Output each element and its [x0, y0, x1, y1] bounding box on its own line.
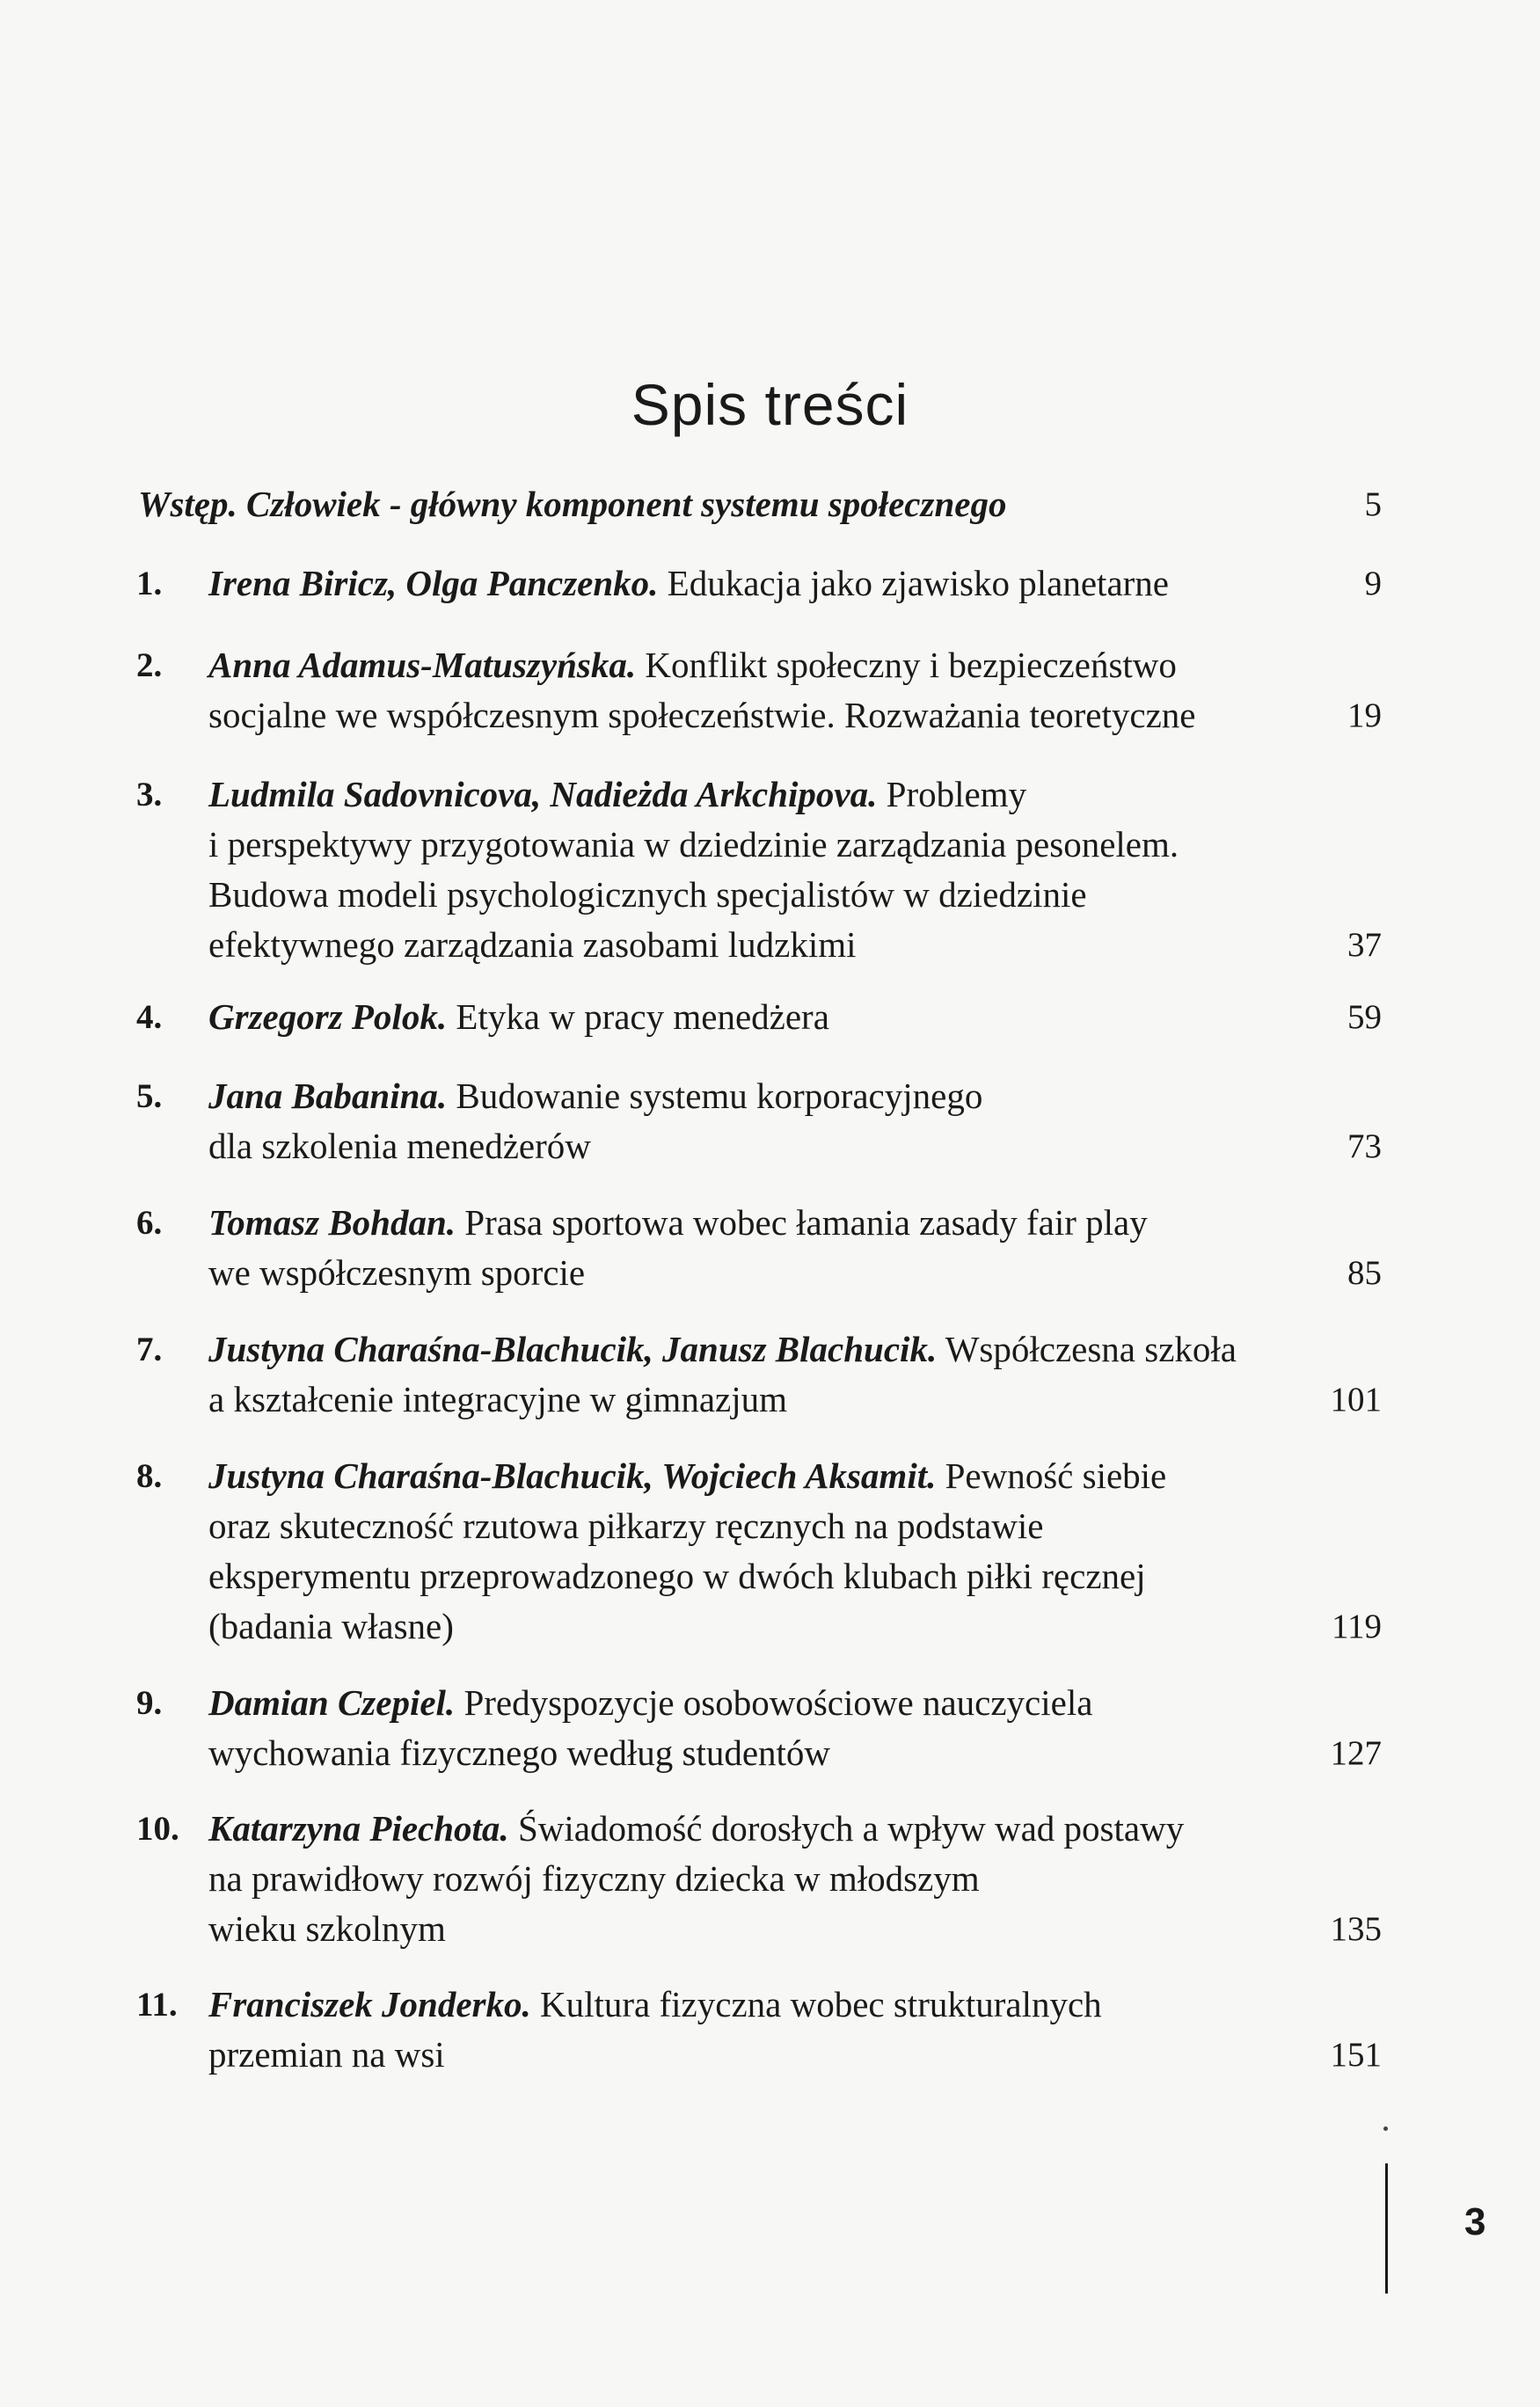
entry-line: socjalne we współczesnym społeczeństwie. Rozważania teoretyczne: [208, 695, 1196, 735]
entry-number: 2.: [136, 646, 163, 684]
entry-title: Budowanie systemu korporacyjnego: [456, 1076, 983, 1116]
page-number: 151: [1330, 2036, 1382, 2074]
entry-title: Kultura fizyczna wobec strukturalnych: [540, 1984, 1102, 2024]
entry-number: 7.: [136, 1331, 163, 1368]
entry-line: [208, 770, 1343, 820]
entry-title: Prasa sportowa wobec łamania zasady fair play: [464, 1202, 1148, 1243]
entry-author: Tomasz Bohdan.: [208, 1202, 456, 1243]
entry-line: na prawidłowy rozwój fizyczny dziecka w młodszym: [208, 1858, 980, 1899]
entry-line: eksperymentu przeprowadzonego w dwóch klubach piłki ręcznej: [208, 1556, 1146, 1596]
entry-number: 1.: [136, 565, 163, 602]
entry-body: [208, 558, 1343, 609]
page-number: 119: [1331, 1608, 1382, 1645]
entry-author: Damian Czepiel.: [208, 1682, 456, 1723]
entry-author: Ludmila Sadovnicova, Nadieżda Arkchipova.: [208, 774, 878, 814]
entry-line: [208, 1804, 1343, 1854]
entry-line: a kształcenie integracyjne w gimnazjum: [208, 1379, 788, 1419]
entry-line: [208, 558, 1343, 609]
entry-title: Pewność siebie: [945, 1455, 1167, 1496]
entry-number: 8.: [136, 1457, 163, 1495]
entry-body: [208, 1804, 1343, 1954]
entry-line: [208, 1678, 1343, 1728]
page-number: 135: [1330, 1910, 1382, 1948]
entry-line: efektywnego zarządzania zasobami ludzkimi: [208, 924, 857, 965]
page-number: 37: [1347, 926, 1382, 964]
entry-line: i perspektywy przygotowania w dziedzinie zarządzania pesonelem.: [208, 824, 1179, 864]
entry-number: 10.: [136, 1810, 179, 1848]
page-number: 127: [1330, 1734, 1382, 1772]
folio-page-number: 3: [1464, 2200, 1486, 2243]
entry-body: [208, 770, 1343, 970]
entry-author: Anna Adamus-Matuszyńska.: [208, 645, 637, 685]
entry-body: [208, 1324, 1343, 1425]
entry-body: [208, 1451, 1343, 1652]
entry-body: [208, 1980, 1343, 2080]
entry-body: [208, 1198, 1343, 1298]
entry-line: [208, 1198, 1343, 1248]
entry-number: 6.: [136, 1204, 163, 1242]
entry-number: 9.: [136, 1684, 163, 1722]
entry-line: [208, 640, 1343, 690]
entry-line: przemian na wsi: [208, 2034, 445, 2075]
entry-line: dla szkolenia menedżerów: [208, 1126, 591, 1166]
page-title: Spis treści: [631, 372, 909, 438]
intro-title: Wstęp. Człowiek - główny komponent systemu społecznego: [138, 484, 1007, 524]
entry-author: Jana Babanina.: [208, 1076, 448, 1116]
entry-title: Problemy: [886, 774, 1027, 814]
entry-author: Justyna Charaśna-Blachucik, Janusz Blachucik.: [208, 1329, 938, 1369]
entry-author: Grzegorz Polok.: [208, 996, 448, 1037]
entry-line: (badania własne): [208, 1606, 454, 1646]
entry-title: Świadomość dorosłych a wpływ wad postawy: [517, 1808, 1185, 1849]
page-number: 101: [1330, 1381, 1382, 1419]
entry-line: [208, 1451, 1343, 1501]
page-number: 19: [1347, 697, 1382, 734]
page-number: 9: [1364, 565, 1382, 602]
entry-title: Współczesna szkoła: [945, 1329, 1237, 1369]
folio-rule: [1385, 2163, 1388, 2294]
entry-line: Budowa modeli psychologicznych specjalistów w dziedzinie: [208, 874, 1087, 915]
entry-author: Franciszek Jonderko.: [208, 1984, 531, 2024]
entry-author: Justyna Charaśna-Blachucik, Wojciech Aksamit.: [208, 1455, 937, 1496]
entry-number: 3.: [136, 776, 163, 813]
scan-speck: [1383, 2126, 1388, 2131]
entry-line: [208, 1324, 1343, 1375]
entry-title: Edukacja jako zjawisko planetarne: [667, 563, 1169, 603]
entry-body: [208, 992, 1343, 1042]
page-number: 59: [1347, 998, 1382, 1036]
entry-body: [208, 1071, 1343, 1171]
entry-title: Predyspozycje osobowościowe nauczyciela: [463, 1682, 1093, 1723]
page-number: 73: [1347, 1127, 1382, 1165]
entry-line: wychowania fizycznego według studentów: [208, 1732, 831, 1773]
entry-title: Konflikt społeczny i bezpieczeństwo: [645, 645, 1177, 685]
entry-line: [208, 1071, 1343, 1121]
entry-author: Katarzyna Piechota.: [208, 1808, 509, 1849]
entry-author: Irena Biricz, Olga Panczenko.: [208, 563, 659, 603]
page-number: 85: [1347, 1254, 1382, 1292]
entry-line: we współczesnym sporcie: [208, 1252, 586, 1293]
entry-line: [208, 1980, 1343, 2030]
entry-number: 5.: [136, 1077, 163, 1115]
entry-line: oraz skuteczność rzutowa piłkarzy ręcznych na podstawie: [208, 1506, 1044, 1546]
entry-number: 4.: [136, 998, 163, 1036]
entry-body: [208, 640, 1343, 740]
entry-line: wieku szkolnym: [208, 1908, 446, 1949]
entry-line: [208, 992, 1343, 1042]
entry-body: [208, 1678, 1343, 1778]
page-number: 5: [1364, 485, 1382, 523]
entry-number: 11.: [136, 1986, 178, 2024]
entry-title: Etyka w pracy menedżera: [456, 996, 829, 1037]
